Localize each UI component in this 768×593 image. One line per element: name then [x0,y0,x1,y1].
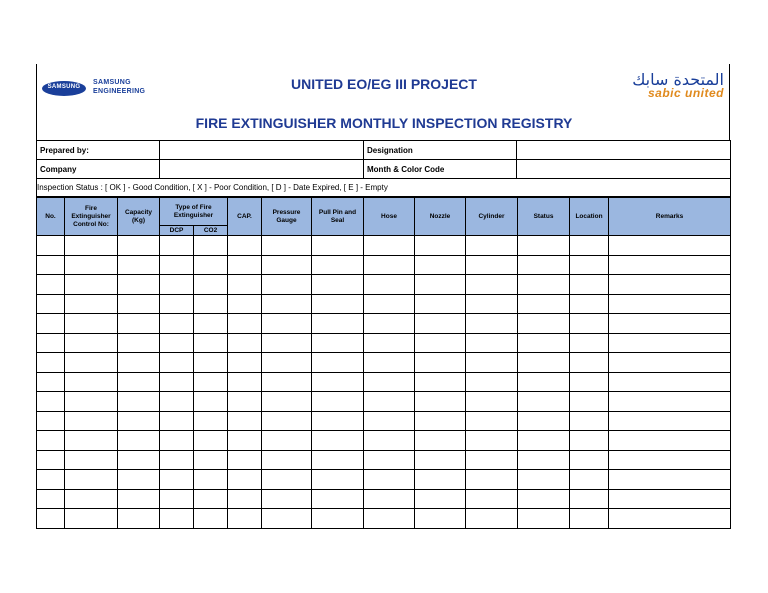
table-cell[interactable] [364,489,415,509]
table-cell[interactable] [262,392,312,412]
table-cell[interactable] [609,470,731,490]
table-cell[interactable] [466,372,518,392]
table-cell[interactable] [228,333,262,353]
table-cell[interactable] [262,489,312,509]
table-cell[interactable] [364,509,415,529]
table-cell[interactable] [312,411,364,431]
table-cell[interactable] [466,236,518,256]
table-cell[interactable] [37,372,65,392]
table-cell[interactable] [518,509,570,529]
table-cell[interactable] [118,294,160,314]
table-cell[interactable] [570,450,609,470]
table-cell[interactable] [118,489,160,509]
table-cell[interactable] [228,294,262,314]
table-cell[interactable] [118,450,160,470]
table-cell[interactable] [118,255,160,275]
table-cell[interactable] [609,255,731,275]
table-cell[interactable] [160,333,194,353]
table-cell[interactable] [65,333,118,353]
table-cell[interactable] [312,275,364,295]
table-cell[interactable] [364,431,415,451]
table-cell[interactable] [415,275,466,295]
table-cell[interactable] [518,275,570,295]
table-cell[interactable] [570,353,609,373]
table-cell[interactable] [37,236,65,256]
table-cell[interactable] [228,470,262,490]
sabic-latin-text: sabic united [647,86,724,100]
table-cell[interactable] [160,470,194,490]
table-cell[interactable] [570,392,609,412]
table-cell[interactable] [609,333,731,353]
table-cell[interactable] [312,314,364,334]
table-cell[interactable] [194,255,228,275]
table-cell[interactable] [160,255,194,275]
table-row [37,294,731,314]
table-row [37,411,731,431]
table-cell[interactable] [118,236,160,256]
table-cell[interactable] [364,470,415,490]
table-cell[interactable] [609,431,731,451]
table-cell[interactable] [160,489,194,509]
table-row [37,392,731,412]
table-cell[interactable] [194,333,228,353]
table-cell[interactable] [118,431,160,451]
table-cell[interactable] [228,255,262,275]
table-cell[interactable] [228,509,262,529]
table-cell[interactable] [415,392,466,412]
samsung-brand-text: SAMSUNG [47,84,81,90]
table-cell[interactable] [364,372,415,392]
table-cell[interactable] [609,411,731,431]
table-row [37,255,731,275]
table-cell[interactable] [570,489,609,509]
table-row [37,236,731,256]
table-cell[interactable] [570,236,609,256]
table-cell[interactable] [65,353,118,373]
table-cell[interactable] [37,392,65,412]
table-cell[interactable] [37,353,65,373]
col-no: No. [37,198,65,236]
table-cell[interactable] [37,450,65,470]
prepared-by-row [37,141,731,160]
table-cell[interactable] [609,314,731,334]
table-cell[interactable] [228,431,262,451]
table-cell[interactable] [570,314,609,334]
table-cell[interactable] [37,509,65,529]
table-cell[interactable] [262,353,312,373]
table-cell[interactable] [415,353,466,373]
table-cell[interactable] [118,333,160,353]
table-cell[interactable] [518,333,570,353]
table-cell[interactable] [228,489,262,509]
table-cell[interactable] [37,470,65,490]
table-cell[interactable] [228,411,262,431]
table-cell[interactable] [262,450,312,470]
table-cell[interactable] [609,392,731,412]
table-cell[interactable] [262,431,312,451]
table-cell[interactable] [228,314,262,334]
table-cell[interactable] [466,314,518,334]
table-cell[interactable] [262,294,312,314]
table-cell[interactable] [466,353,518,373]
table-cell[interactable] [37,294,65,314]
col-hose: Hose [364,198,415,236]
table-cell[interactable] [194,470,228,490]
table-cell[interactable] [312,489,364,509]
table-cell[interactable] [415,411,466,431]
table-cell[interactable] [312,236,364,256]
table-cell[interactable] [160,509,194,529]
table-cell[interactable] [194,489,228,509]
table-cell[interactable] [160,450,194,470]
table-cell[interactable] [228,450,262,470]
table-cell[interactable] [37,255,65,275]
table-cell[interactable] [312,372,364,392]
table-cell[interactable] [570,411,609,431]
table-cell[interactable] [228,392,262,412]
table-cell[interactable] [65,372,118,392]
table-cell[interactable] [518,255,570,275]
table-row [37,314,731,334]
table-row [37,333,731,353]
table-cell[interactable] [262,314,312,334]
table-cell[interactable] [194,294,228,314]
col-type-group: Type of Fire Extinguisher [160,198,228,226]
inspection-status-legend: Inspection Status : [ OK ] - Good Condition, [ X ] - Poor Condition, [ D ] - Date Expired, [ E ] - Empty [37,179,731,197]
table-cell[interactable] [518,450,570,470]
table-cell[interactable] [570,509,609,529]
table-cell[interactable] [518,392,570,412]
table-cell[interactable] [160,236,194,256]
table-cell[interactable] [65,450,118,470]
table-cell[interactable] [312,450,364,470]
table-cell[interactable] [37,333,65,353]
table-cell[interactable] [228,372,262,392]
table-cell[interactable] [312,294,364,314]
table-cell[interactable] [415,470,466,490]
table-cell[interactable] [466,411,518,431]
table-cell[interactable] [160,294,194,314]
col-cylinder: Cylinder [466,198,518,236]
table-cell[interactable] [570,333,609,353]
table-row [37,509,731,529]
table-cell[interactable] [262,470,312,490]
table-row [37,450,731,470]
table-cell[interactable] [312,333,364,353]
col-dcp: DCP [160,226,194,236]
table-cell[interactable] [466,470,518,490]
table-cell[interactable] [65,509,118,529]
prepared-by-label: Prepared by: [37,141,160,160]
table-cell[interactable] [570,470,609,490]
table-row [37,353,731,373]
table-row [37,372,731,392]
table-cell[interactable] [364,255,415,275]
table-cell[interactable] [364,411,415,431]
table-cell[interactable] [65,294,118,314]
table-cell[interactable] [364,236,415,256]
designation-field[interactable] [517,141,731,160]
table-cell[interactable] [466,333,518,353]
table-cell[interactable] [37,431,65,451]
table-cell[interactable] [364,294,415,314]
table-cell[interactable] [262,411,312,431]
table-cell[interactable] [518,411,570,431]
table-cell[interactable] [262,333,312,353]
table-cell[interactable] [609,509,731,529]
table-cell[interactable] [466,509,518,529]
table-cell[interactable] [609,450,731,470]
samsung-line2: ENGINEERING [93,88,146,95]
col-pull-pin: Pull Pin and Seal [312,198,364,236]
col-co2: CO2 [194,226,228,236]
table-cell[interactable] [466,294,518,314]
col-capacity: Capacity (Kg) [118,198,160,236]
table-row [37,470,731,490]
table-cell[interactable] [160,431,194,451]
table-cell[interactable] [228,236,262,256]
table-cell[interactable] [609,294,731,314]
table-cell[interactable] [65,392,118,412]
table-cell[interactable] [262,255,312,275]
prepared-by-field[interactable] [160,141,364,160]
col-status: Status [518,198,570,236]
table-cell[interactable] [65,275,118,295]
table-cell[interactable] [228,275,262,295]
col-pressure-gauge: Pressure Gauge [262,198,312,236]
table-row [37,489,731,509]
table-cell[interactable] [194,431,228,451]
table-cell[interactable] [518,372,570,392]
table-cell[interactable] [518,236,570,256]
table-cell[interactable] [415,489,466,509]
table-cell[interactable] [118,372,160,392]
table-cell[interactable] [37,275,65,295]
table-cell[interactable] [364,275,415,295]
table-cell[interactable] [312,255,364,275]
table-cell[interactable] [118,411,160,431]
table-cell[interactable] [118,314,160,334]
form-info-table [36,140,731,197]
table-cell[interactable] [228,353,262,373]
company-field[interactable] [160,160,364,179]
col-nozzle: Nozzle [415,198,466,236]
table-cell[interactable] [415,294,466,314]
table-cell[interactable] [466,450,518,470]
table-cell[interactable] [518,353,570,373]
table-cell[interactable] [194,353,228,373]
table-cell[interactable] [518,489,570,509]
table-row [37,431,731,451]
table-cell[interactable] [65,255,118,275]
registry-title: FIRE EXTINGUISHER MONTHLY INSPECTION REGISTRY [195,115,573,131]
table-cell[interactable] [518,314,570,334]
table-cell[interactable] [160,372,194,392]
inspection-table [36,197,731,529]
col-remarks: Remarks [609,198,731,236]
table-cell[interactable] [194,372,228,392]
table-cell[interactable] [118,470,160,490]
table-cell[interactable] [160,392,194,412]
table-cell[interactable] [262,236,312,256]
table-cell[interactable] [466,431,518,451]
table-cell[interactable] [609,372,731,392]
table-cell[interactable] [415,236,466,256]
table-cell[interactable] [466,489,518,509]
table-cell[interactable] [364,353,415,373]
table-cell[interactable] [364,314,415,334]
table-cell[interactable] [37,314,65,334]
month-color-field[interactable] [517,160,731,179]
table-cell[interactable] [194,314,228,334]
table-cell[interactable] [65,314,118,334]
table-cell[interactable] [65,411,118,431]
table-cell[interactable] [570,372,609,392]
table-cell[interactable] [570,294,609,314]
table-cell[interactable] [118,275,160,295]
table-cell[interactable] [262,372,312,392]
table-cell[interactable] [466,392,518,412]
table-cell[interactable] [415,450,466,470]
table-cell[interactable] [415,431,466,451]
table-cell[interactable] [160,353,194,373]
table-cell[interactable] [160,275,194,295]
table-cell[interactable] [65,489,118,509]
table-cell[interactable] [118,353,160,373]
table-cell[interactable] [262,275,312,295]
table-cell[interactable] [160,411,194,431]
table-cell[interactable] [415,333,466,353]
table-cell[interactable] [194,411,228,431]
table-cell[interactable] [65,236,118,256]
table-cell[interactable] [518,431,570,451]
table-cell[interactable] [466,255,518,275]
table-cell[interactable] [570,275,609,295]
table-cell[interactable] [194,450,228,470]
table-cell[interactable] [65,431,118,451]
table-cell[interactable] [312,509,364,529]
table-cell[interactable] [312,392,364,412]
table-cell[interactable] [160,314,194,334]
table-cell[interactable] [609,236,731,256]
table-cell[interactable] [194,509,228,529]
table-cell[interactable] [194,392,228,412]
table-cell[interactable] [570,255,609,275]
table-cell[interactable] [609,353,731,373]
table-cell[interactable] [570,431,609,451]
table-cell[interactable] [364,450,415,470]
table-cell[interactable] [37,489,65,509]
table-cell[interactable] [609,489,731,509]
sabic-arabic-text: المتحدة سابك [632,70,724,89]
table-cell[interactable] [118,392,160,412]
col-location: Location [570,198,609,236]
table-cell[interactable] [312,431,364,451]
table-cell[interactable] [118,509,160,529]
table-row [37,275,731,295]
table-cell[interactable] [415,372,466,392]
table-cell[interactable] [415,255,466,275]
inspection-status-row [37,179,731,197]
col-cap: CAP. [228,198,262,236]
table-cell[interactable] [609,275,731,295]
table-cell[interactable] [518,294,570,314]
table-cell[interactable] [415,314,466,334]
table-cell[interactable] [364,392,415,412]
table-cell[interactable] [194,275,228,295]
table-cell[interactable] [364,333,415,353]
designation-label: Designation [364,141,517,160]
project-title: UNITED EO/EG III PROJECT [291,76,477,92]
company-label: Company [37,160,160,179]
table-cell[interactable] [37,411,65,431]
col-control-no: Fire Extinguisher Control No: [65,198,118,236]
table-cell[interactable] [415,509,466,529]
table-cell[interactable] [312,470,364,490]
table-cell[interactable] [466,275,518,295]
company-row [37,160,731,179]
table-cell[interactable] [312,353,364,373]
table-cell[interactable] [262,509,312,529]
table-cell[interactable] [194,236,228,256]
month-color-label: Month & Color Code [364,160,517,179]
table-cell[interactable] [65,470,118,490]
samsung-line1: SAMSUNG [93,79,131,86]
table-cell[interactable] [518,470,570,490]
